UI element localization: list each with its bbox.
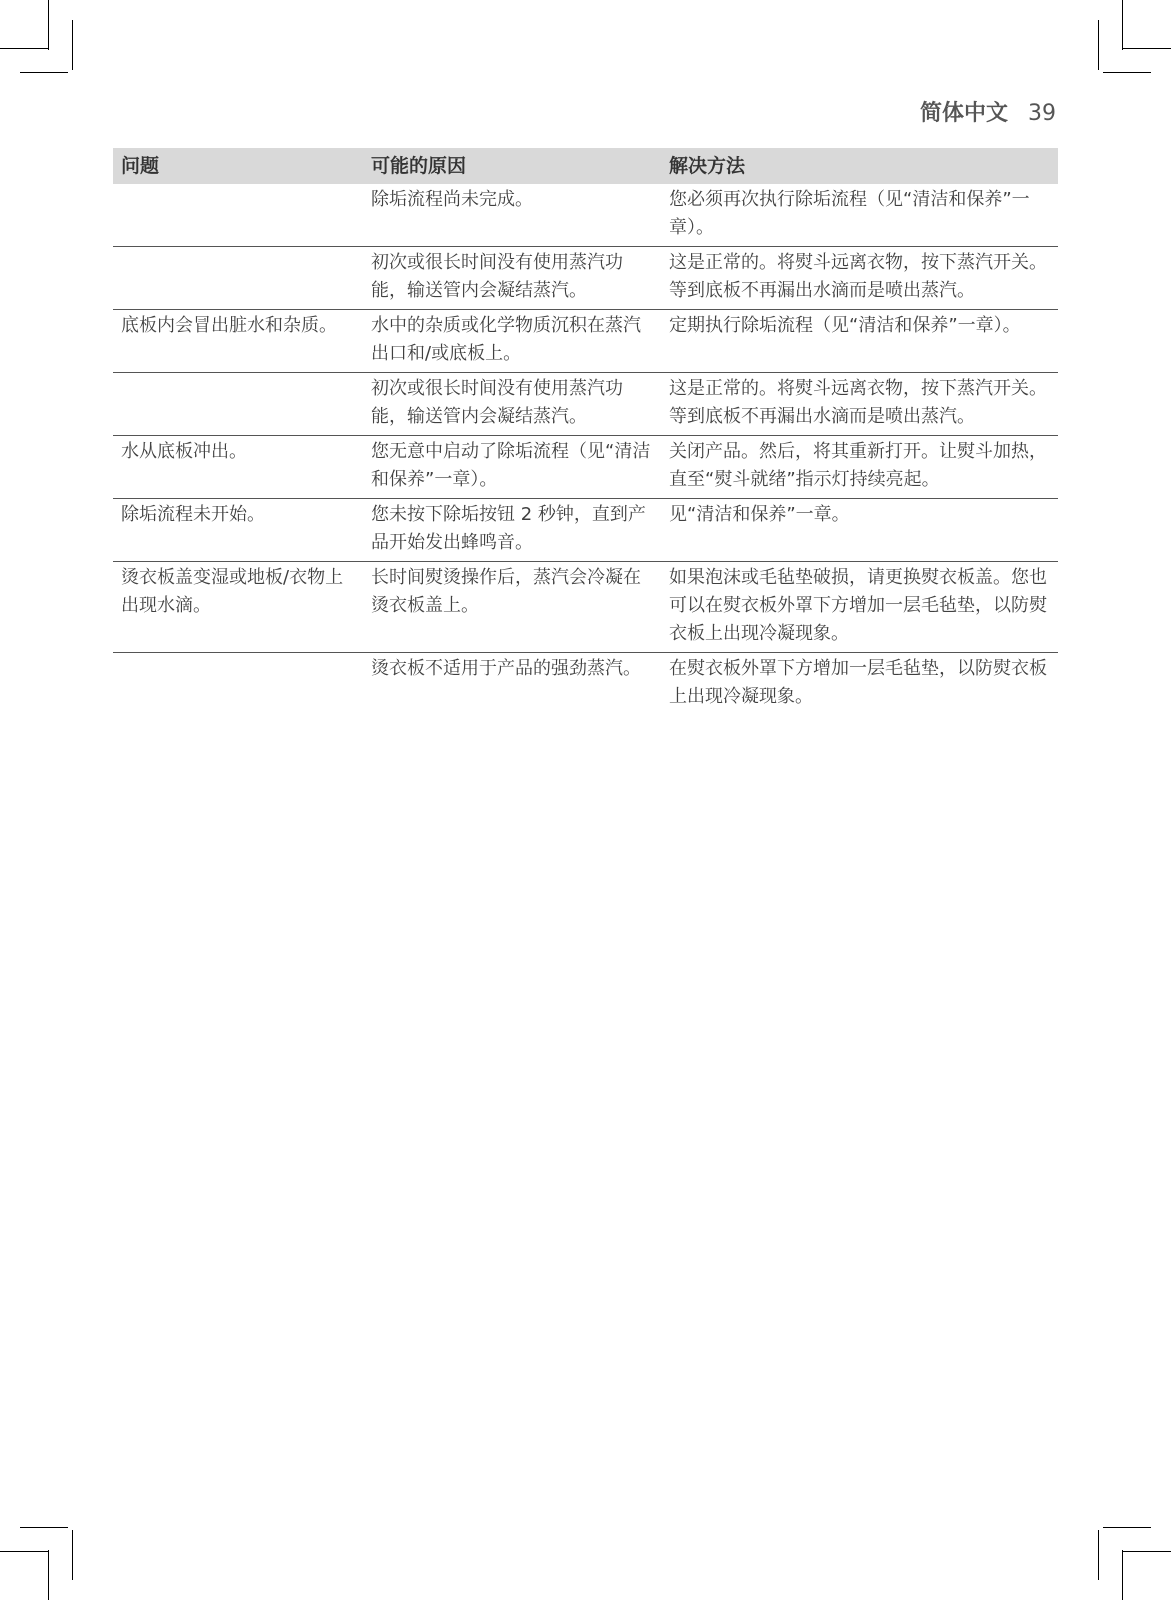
crop-mark-top-right-h2 [1103,72,1151,73]
crop-mark-top-right-h [1123,48,1171,49]
problem-cell: 除垢流程未开始。 [113,499,363,562]
header-problem: 问题 [113,148,363,184]
crop-mark-top-left-h [0,48,48,49]
table-row [113,436,1058,499]
crop-mark-top-left-v2 [72,20,73,70]
cause-cell: 水中的杂质或化学物质沉积在蒸汽出口和/或底板上。 [363,310,661,373]
cause-cell: 初次或很长时间没有使用蒸汽功能，输送管内会凝结蒸汽。 [363,247,661,310]
crop-mark-bottom-right-h [1103,1527,1151,1528]
table-row [113,499,1058,562]
cause-cell: 您无意中启动了除垢流程（见“清洁和保养”一章）。 [363,436,661,499]
crop-mark-bottom-left-v2 [48,1550,49,1600]
crop-mark-top-right-v2 [1098,20,1099,70]
header-cause: 可能的原因 [363,148,661,184]
problem-cell [113,653,363,716]
table-row [113,373,1058,436]
table-header-row [113,148,1058,184]
solution-cell: 关闭产品。然后，将其重新打开。让熨斗加热，直至“熨斗就绪”指示灯持续亮起。 [661,436,1058,499]
crop-mark-bottom-left-h [20,1527,68,1528]
cause-cell: 烫衣板不适用于产品的强劲蒸汽。 [371,658,641,679]
table-row [113,310,1058,373]
solution-cell: 这是正常的。将熨斗远离衣物，按下蒸汽开关。等到底板不再漏出水滴而是喷出蒸汽。 [661,373,1058,436]
table-row [113,653,1058,716]
language-label: 简体中文 [919,101,1008,126]
problem-cell: 水从底板冲出。 [113,436,363,499]
crop-mark-bottom-left-h2 [0,1551,48,1552]
problem-cell [113,373,363,436]
solution-cell: 如果泡沫或毛毡垫破损，请更换熨衣板盖。您也可以在熨衣板外罩下方增加一层毛毡垫，以防熨衣板上出现冷凝现象。 [661,562,1058,653]
crop-mark-top-left-h2 [20,72,68,73]
crop-mark-top-left-v1 [48,0,49,50]
crop-mark-top-right-v1 [1122,0,1123,50]
crop-mark-bottom-right-v1 [1098,1530,1099,1580]
solution-cell: 定期执行除垢流程（见“清洁和保养”一章）。 [661,310,1058,373]
crop-mark-bottom-right-v2 [1122,1550,1123,1600]
cause-cell: 您未按下除垢按钮 2 秒钟，直到产品开始发出蜂鸣音。 [363,499,661,562]
header-solution: 解决方法 [661,148,1058,184]
table-row [113,184,1058,247]
problem-cell: 底板内会冒出脏水和杂质。 [113,310,363,373]
table-row [113,562,1058,653]
crop-mark-bottom-left-v1 [72,1530,73,1580]
solution-cell: 见“清洁和保养”一章。 [661,499,1058,562]
cause-cell: 初次或很长时间没有使用蒸汽功能，输送管内会凝结蒸汽。 [363,373,661,436]
crop-mark-bottom-right-h2 [1123,1551,1171,1552]
solution-cell: 在熨衣板外罩下方增加一层毛毡垫，以防熨衣板上出现冷凝现象。 [669,658,1047,707]
cause-cell: 除垢流程尚未完成。 [363,184,661,247]
problem-cell [113,184,363,247]
problem-cell [113,247,363,310]
page-header [920,96,1056,127]
cause-cell: 长时间熨烫操作后，蒸汽会冷凝在烫衣板盖上。 [363,562,661,653]
solution-cell: 您必须再次执行除垢流程（见“清洁和保养”一章）。 [661,184,1058,247]
troubleshooting-table [113,148,1058,715]
solution-cell: 这是正常的。将熨斗远离衣物，按下蒸汽开关。等到底板不再漏出水滴而是喷出蒸汽。 [661,247,1058,310]
table-row [113,247,1058,310]
problem-cell: 烫衣板盖变湿或地板/衣物上出现水滴。 [113,562,363,653]
page-number: 39 [1028,101,1056,126]
